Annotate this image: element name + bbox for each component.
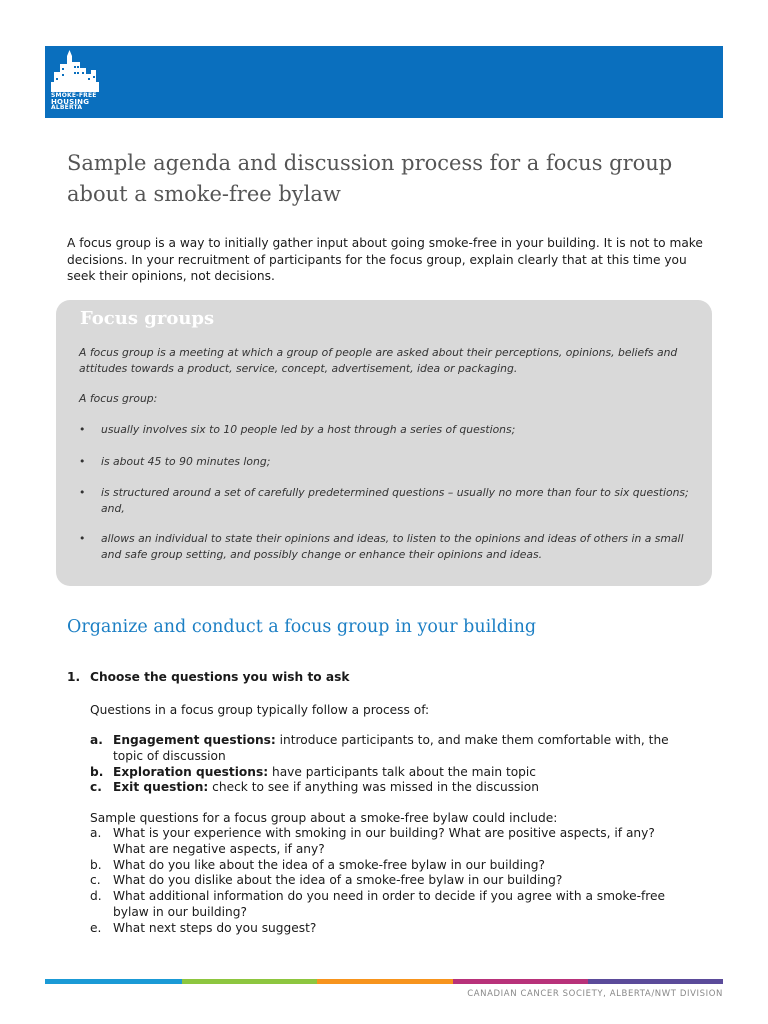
process-text: have participants talk about the main topic bbox=[268, 764, 537, 779]
page-title: Sample agenda and discussion process for a focus group about a smoke-free bylaw bbox=[67, 151, 673, 206]
bullet-icon: • bbox=[79, 423, 86, 436]
callout-heading: Focus groups bbox=[80, 308, 215, 329]
callout-bullet bbox=[79, 531, 699, 562]
callout-bullet bbox=[79, 422, 699, 438]
footer-bar-segment bbox=[453, 979, 588, 984]
process-term: Exploration questions: bbox=[113, 764, 269, 779]
callout-bullet bbox=[79, 485, 699, 516]
logo-line-2: HOUSING bbox=[51, 98, 90, 106]
bullet-icon: • bbox=[79, 455, 86, 468]
list-marker: c. bbox=[90, 780, 102, 795]
focus-groups-callout bbox=[56, 300, 712, 586]
section-heading: Organize and conduct a focus group in your building bbox=[67, 617, 537, 637]
list-item bbox=[90, 921, 690, 937]
footer-organization: CANADIAN CANCER SOCIETY, ALBERTA/NWT DIVISION bbox=[467, 989, 723, 999]
list-item bbox=[90, 780, 690, 796]
bullet-icon: • bbox=[79, 532, 86, 545]
callout-bullet-text: allows an individual to state their opinions and ideas, to listen to the opinions and ideas of others in a small and safe group setting, and possibly change or enhance their opinions and ideas. bbox=[101, 532, 684, 561]
list-item bbox=[90, 889, 690, 921]
process-term: Engagement questions: bbox=[113, 733, 276, 747]
list-marker: a. bbox=[90, 733, 103, 747]
list-item bbox=[90, 858, 690, 874]
callout-bullet-text: usually involves six to 10 people led by a host through a series of questions; bbox=[101, 423, 516, 436]
process-text: check to see if anything was missed in the discussion bbox=[208, 780, 539, 795]
process-text: introduce participants to, and make them comfortable with, the topic of discussion bbox=[113, 733, 669, 763]
callout-bullet-text: is about 45 to 90 minutes long; bbox=[101, 455, 271, 468]
logo-line-1: SMOKE-FREE bbox=[51, 92, 97, 99]
list-item bbox=[90, 765, 690, 781]
callout-bullet bbox=[79, 454, 699, 470]
list-item bbox=[90, 826, 690, 858]
list-marker: b. bbox=[90, 857, 102, 872]
logo-line-3: ALBERTA bbox=[51, 104, 83, 111]
list-marker: a. bbox=[90, 826, 102, 840]
step-number: 1. bbox=[67, 670, 81, 684]
process-term: Exit question: bbox=[113, 780, 209, 795]
step-label: Choose the questions you wish to ask bbox=[90, 670, 350, 684]
callout-definition: A focus group is a meeting at which a group of people are asked about their perceptions, opinions, beliefs and attitudes towards a product, service, concept, advertisement, idea or packaging. bbox=[79, 346, 678, 375]
sample-questions-list bbox=[90, 826, 690, 937]
bullet-icon: • bbox=[79, 486, 86, 499]
footer-bar-segment bbox=[182, 979, 317, 984]
list-marker: b. bbox=[90, 764, 104, 779]
question-text: What is your experience with smoking in our building? What are positive aspects, if any? What are negative aspects, if any? bbox=[113, 826, 655, 856]
question-text: What do you dislike about the idea of a smoke-free bylaw in our building? bbox=[113, 873, 563, 888]
footer-bar-segment bbox=[45, 979, 182, 984]
step-heading bbox=[67, 670, 349, 684]
logo-wordmark bbox=[51, 93, 99, 111]
process-intro: Questions in a focus group typically follow a process of: bbox=[90, 703, 430, 717]
footer-bar-segment bbox=[588, 979, 723, 984]
footer-bar-segment bbox=[317, 979, 453, 984]
list-item bbox=[90, 873, 690, 889]
samples-intro: Sample questions for a focus group about a smoke-free bylaw could include: bbox=[90, 811, 558, 825]
list-marker: c. bbox=[90, 873, 101, 888]
callout-bullet-text: is structured around a set of carefully predetermined questions – usually no more than four to six questions; and, bbox=[101, 486, 689, 515]
intro-paragraph: A focus group is a way to initially gather input about going smoke-free in your building. It is not to make decisions. In your recruitment of participants for the focus group, explain clearly that at this time you seek their opinions, not decisions. bbox=[67, 236, 703, 283]
callout-lead: A focus group: bbox=[79, 392, 158, 405]
footer-color-bar bbox=[45, 979, 723, 984]
list-item bbox=[90, 733, 690, 765]
question-text: What next steps do you suggest? bbox=[113, 920, 317, 935]
list-marker: d. bbox=[90, 889, 102, 904]
list-marker: e. bbox=[90, 920, 102, 935]
question-text: What do you like about the idea of a smoke-free bylaw in our building? bbox=[113, 857, 545, 872]
header-banner bbox=[45, 46, 723, 118]
question-text: What additional information do you need in order to decide if you agree with a smoke-free bylaw in our building? bbox=[113, 889, 666, 919]
process-list bbox=[90, 733, 690, 796]
